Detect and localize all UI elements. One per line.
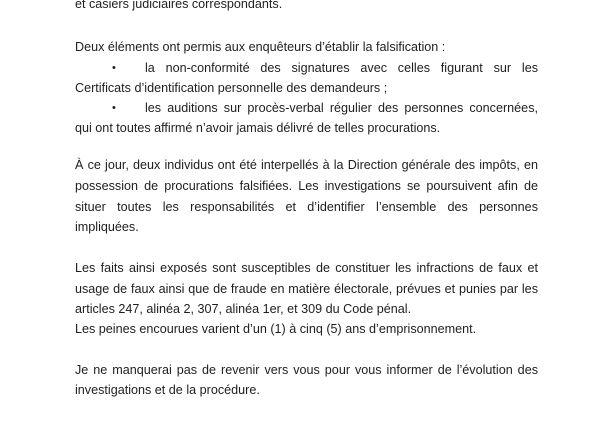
paragraph-4-line-1: Je ne manquerai pas de revenir vers vous pour vous informer de l’évolution des <box>75 363 538 377</box>
paragraph-2-line-1: À ce jour, deux individus ont été interpellés à la Direction générale des impôts, en <box>75 158 538 172</box>
bullet-1-marker: • <box>112 62 116 74</box>
top-fragment-text: et casiers judiciaires correspondants. <box>75 0 283 11</box>
bullet-1-line-2: Certificats d’identification personnelle des demandeurs ; <box>75 81 388 95</box>
paragraph-2-line-4: impliquées. <box>75 220 139 234</box>
paragraph-2-line-2: possession de procurations falsifiées. Les investigations se poursuivent afin de <box>75 179 538 193</box>
paragraph-2-line-3: situer toutes les responsabilités et d’identifier l’ensemble des personnes <box>75 200 538 214</box>
paragraph-4-line-2: investigations et de la procédure. <box>75 383 260 397</box>
paragraph-3-line-4: Les peines encourues varient d’un (1) à cinq (5) ans d’emprisonnement. <box>75 322 477 336</box>
intro-text: Deux éléments ont permis aux enquêteurs d’établir la falsification : <box>75 40 446 54</box>
bullet-2-line-1: les auditions sur procès-verbal régulier des personnes concernées, <box>145 101 538 115</box>
paragraph-3-line-1: Les faits ainsi exposés sont susceptibles de constituer les infractions de faux et <box>75 261 538 275</box>
paragraph-3-line-3: articles 247, alinéa 2, 307, alinéa 1er, et 309 du Code pénal. <box>75 302 412 316</box>
paragraph-3-line-2: usage de faux ainsi que de fraude en matière électorale, prévues et punies par les <box>75 282 538 296</box>
bullet-1-line-1: la non-conformité des signatures avec celles figurant sur les <box>145 61 538 75</box>
bullet-2-marker: • <box>112 102 116 114</box>
bullet-2-line-2: qui ont toutes affirmé n’avoir jamais délivré de telles procurations. <box>75 121 441 135</box>
